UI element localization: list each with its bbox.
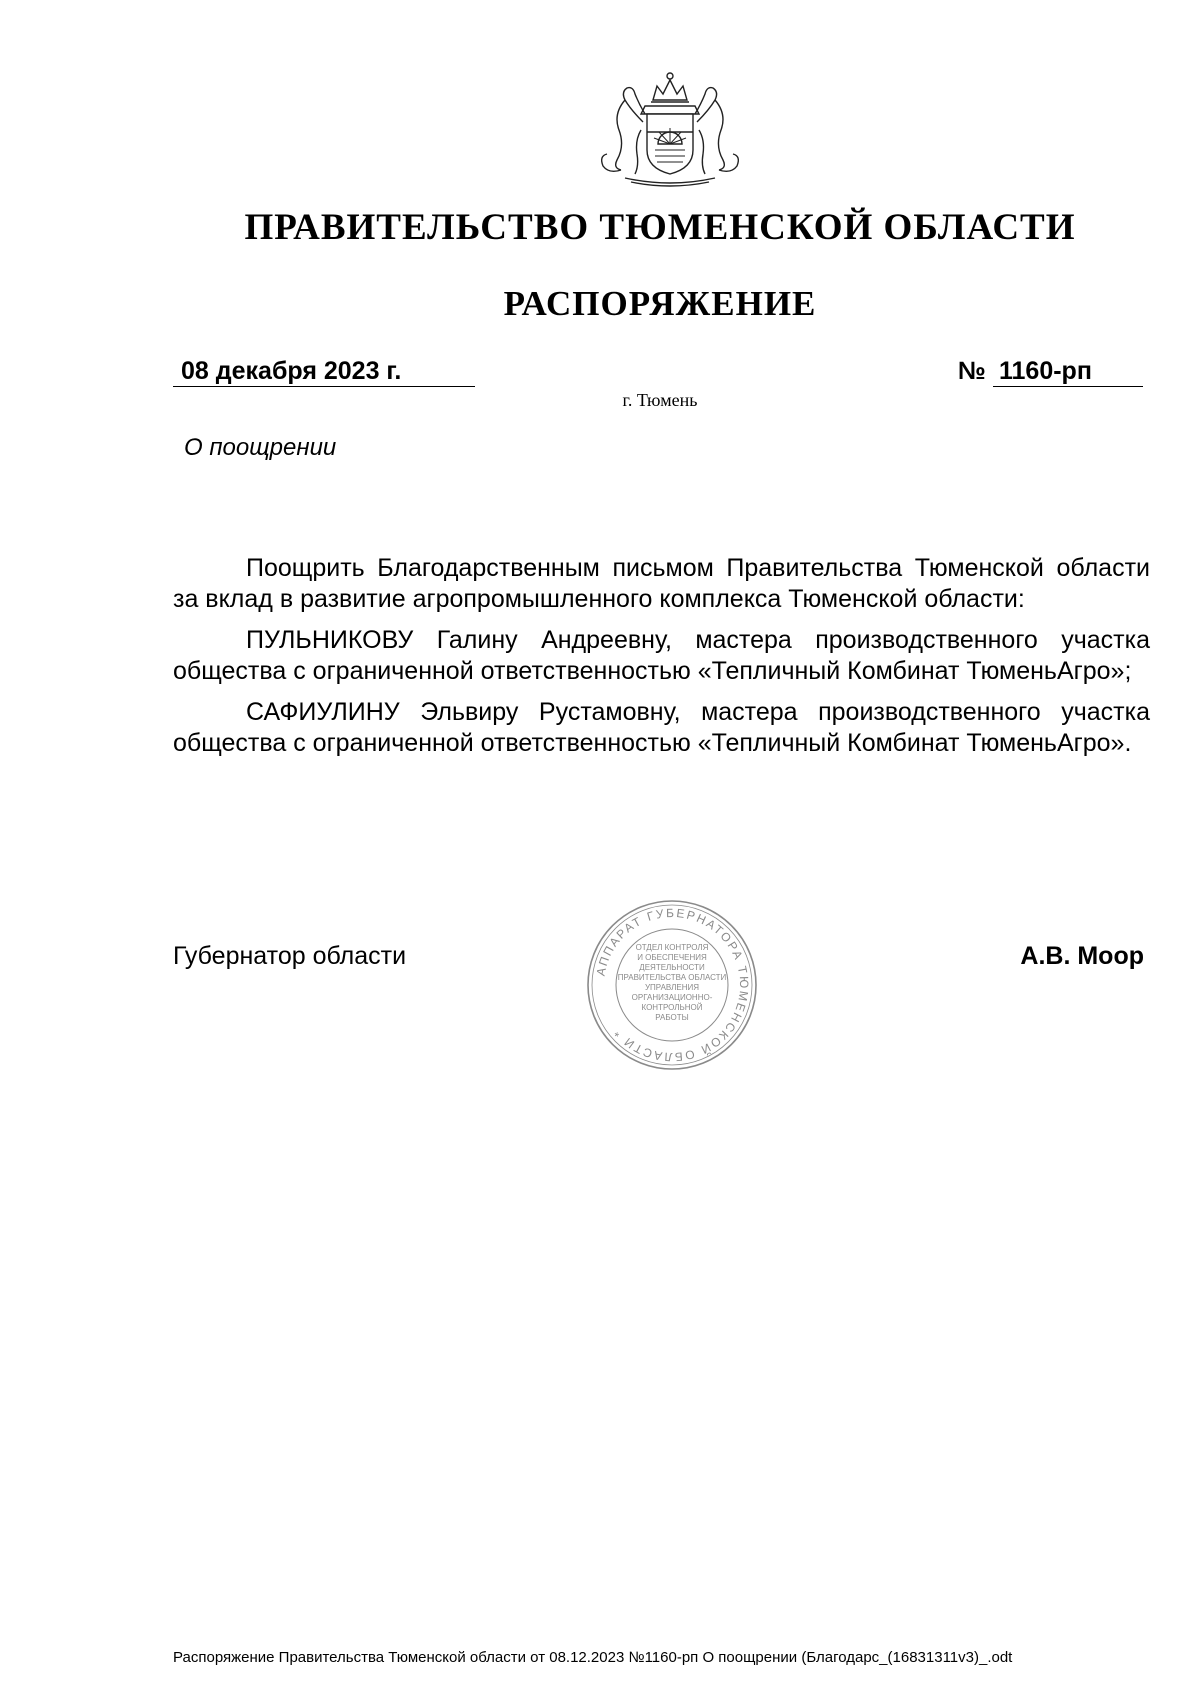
document-subject: О поощрении [184, 434, 337, 461]
svg-text:ДЕЯТЕЛЬНОСТИ: ДЕЯТЕЛЬНОСТИ [639, 963, 705, 972]
svg-text:КОНТРОЛЬНОЙ: КОНТРОЛЬНОЙ [641, 1003, 703, 1012]
city: г. Тюмень [622, 390, 698, 410]
signatory-position: Губернатор области [173, 942, 407, 970]
svg-text:АППАРАТ ГУБЕРНАТОРА ТЮМЕНСКОЙ: АППАРАТ ГУБЕРНАТОРА ТЮМЕНСКОЙ ОБЛАСТИ * [593, 905, 752, 1065]
signatory-name: А.В. Моор [1020, 942, 1144, 970]
svg-text:ОТДЕЛ КОНТРОЛЯ: ОТДЕЛ КОНТРОЛЯ [635, 943, 709, 952]
file-footer: Распоряжение Правительства Тюменской области от 08.12.2023 №1160-рп О поощрении (Благодарс_(16831311v3)_.odt [173, 1649, 1013, 1666]
svg-text:РАБОТЫ: РАБОТЫ [655, 1013, 689, 1022]
body-paragraph-2: ПУЛЬНИКОВУ Галину Андреевну, мастера производственного участка общества с ограниченной ответственностью «Тепличный Комбинат ТюменьАгро»; [173, 626, 1150, 685]
number-sign: № [958, 357, 986, 385]
body-paragraph-1: Поощрить Благодарственным письмом Правительства Тюменской области за вклад в развитие агропромышленного комплекса Тюменской области: [173, 554, 1150, 613]
coat-of-arms-icon [595, 70, 745, 188]
body-paragraph-3: САФИУЛИНУ Эльвиру Рустамовну, мастера производственного участка общества с ограниченной ответственностью «Тепличный Комбинат ТюменьАгро». [173, 698, 1150, 757]
document-type: РАСПОРЯЖЕНИЕ [503, 284, 817, 323]
svg-text:ОРГАНИЗАЦИОННО-: ОРГАНИЗАЦИОННО- [631, 993, 713, 1002]
svg-text:УПРАВЛЕНИЯ: УПРАВЛЕНИЯ [644, 983, 700, 992]
government-title: ПРАВИТЕЛЬСТВО ТЮМЕНСКОЙ ОБЛАСТИ [244, 207, 1076, 248]
document-date: 08 декабря 2023 г. [173, 356, 475, 387]
document-body [173, 553, 1150, 769]
official-stamp-icon [585, 898, 759, 1072]
document-number: 1160-рп [993, 356, 1143, 387]
svg-text:И ОБЕСПЕЧЕНИЯ: И ОБЕСПЕЧЕНИЯ [637, 953, 707, 962]
svg-text:ПРАВИТЕЛЬСТВА ОБЛАСТИ: ПРАВИТЕЛЬСТВА ОБЛАСТИ [617, 973, 727, 982]
